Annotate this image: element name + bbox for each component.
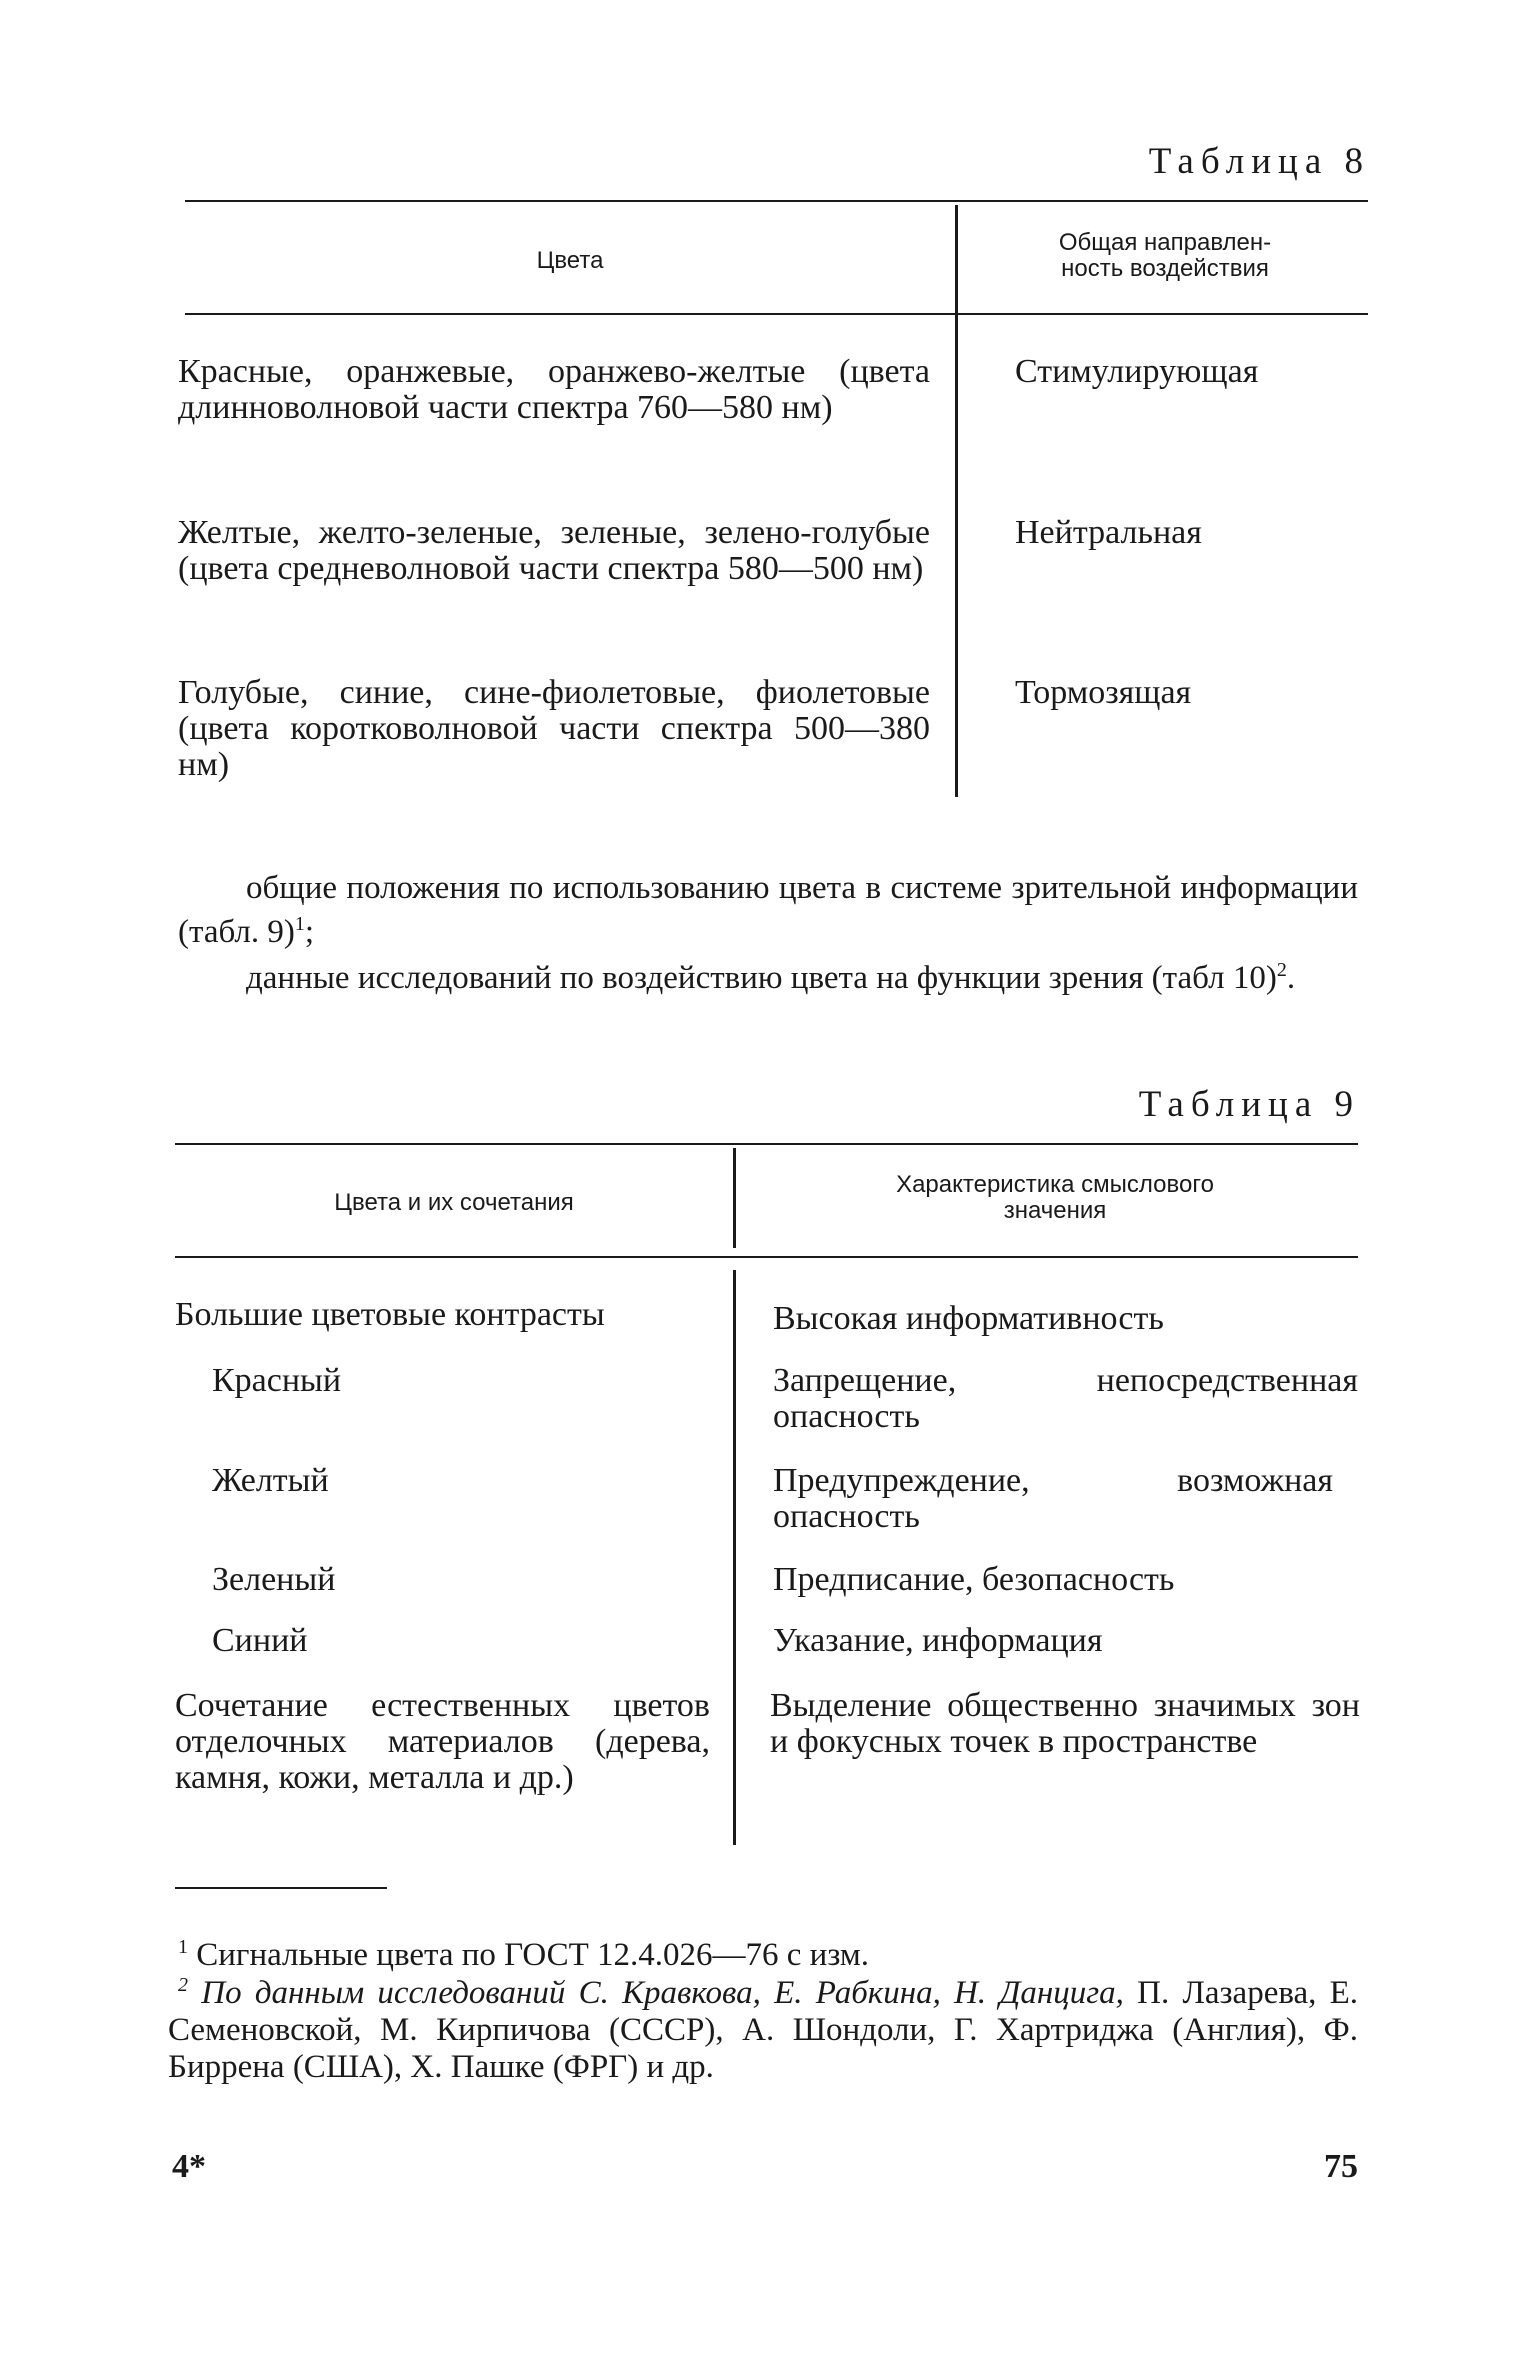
paragraph-general-provisions-text: общие положения по использованию цвета в системе зрительной информации (табл. 9) (178, 870, 1358, 950)
table9-column-divider (733, 1270, 736, 1845)
table9-header-colors: Цвета и их сочетания (334, 1189, 574, 1216)
table8-row2-colors: Желтые, желто-зеленые, зеленые, зелено-голубые (цвета средневолновой части спектра 580—500 нм) (178, 514, 930, 587)
table8-row2-effect: Нейтральная (1015, 514, 1202, 551)
table8-column-divider (955, 205, 958, 797)
paragraph-research-data-text: данные исследований по воздействию цвета на функции зрения (табл 10) (246, 960, 1277, 996)
footnote-2 (168, 1975, 1358, 2086)
footnote-1 (178, 1937, 1358, 1974)
paragraph-research-data-end: . (1286, 960, 1296, 996)
table9-row3-colors: Желтый (212, 1462, 329, 1499)
table9-caption: Таблица 9 (1138, 1084, 1360, 1125)
table9-header-meaning-line1: Характеристика смыслового (896, 1171, 1214, 1198)
table8-header-colors: Цвета (536, 247, 604, 274)
paragraph-research-data (178, 956, 1358, 1000)
footnote-separator (175, 1887, 387, 1889)
paragraph-general-provisions-end: ; (304, 914, 315, 950)
table9-row1-meaning: Высокая информативность (773, 1300, 1164, 1337)
table9-header-rule (175, 1256, 1358, 1258)
table9-top-rule (175, 1143, 1358, 1145)
footnote-1-mark: 1 (178, 1936, 188, 1958)
table8-row1-effect: Стимулирующая (1015, 353, 1259, 390)
table8-header-effect (975, 230, 1355, 282)
table8-header-rule (185, 313, 1368, 315)
page-number: 75 (1324, 2148, 1358, 2185)
table8-caption: Таблица 8 (1148, 141, 1370, 182)
table9-row2-meaning: Запрещение, непосредственная опасность (773, 1362, 1358, 1435)
table9-row5-meaning: Указание, информация (773, 1622, 1103, 1659)
table9-row6-meaning: Выделение общественно значимых зон и фокусных точек в пространстве (770, 1687, 1360, 1760)
footnote-2-text: П. Лазарева, Е. Семеновской, М. Кирпичова (СССР), А. Шондоли, Г. Хартриджа (Англия), Ф. Биррена (США), Х. Пашке (ФРГ) и др. (168, 1975, 1359, 2085)
table9-row5-colors: Синий (212, 1622, 308, 1659)
table9-row1-colors: Большие цветовые контрасты (175, 1296, 605, 1333)
table8-row3-effect: Тормозящая (1015, 674, 1192, 711)
table9-header-meaning (755, 1172, 1355, 1224)
footnote-ref-2: 2 (1276, 959, 1287, 981)
table8-top-rule (185, 200, 1368, 202)
table9-header-divider (733, 1148, 736, 1248)
footnote-2-mark: 2 (178, 1974, 188, 1996)
table8-row1-colors: Красные, оранжевые, оранжево-желтые (цвета длинноволновой части спектра 760—580 нм) (178, 353, 930, 426)
table9-row4-colors: Зеленый (212, 1561, 336, 1598)
table8-row3-colors: Голубые, синие, сине-фиолетовые, фиолетовые (цвета коротковолновой части спектра 500—380 нм) (178, 674, 930, 783)
table8-header-effect-line1: Общая направлен- (1058, 229, 1272, 256)
footnote-1-text: Сигнальные цвета по ГОСТ 12.4.026—76 с изм. (196, 1937, 870, 1973)
footnote-ref-1: 1 (294, 913, 305, 935)
footnote-2-lead: По данным исследований С. Кравкова, Е. Рабкина, Н. Данцига, (201, 1975, 1124, 2011)
table9-row6-colors: Сочетание естественных цветов отделочных материалов (дерева, камня, кожи, металла и др.) (175, 1687, 710, 1796)
table9-row3-meaning: Предупреждение, возможная опасность (773, 1462, 1333, 1535)
table9-row4-meaning: Предписание, безопасность (773, 1561, 1175, 1598)
table9-header-meaning-line2: значения (1003, 1197, 1107, 1224)
printer-signature-mark: 4* (172, 2148, 206, 2185)
table9-row2-colors: Красный (212, 1362, 342, 1399)
table8-header-effect-line2: ность воздействия (1061, 255, 1269, 282)
paragraph-general-provisions (178, 866, 1358, 954)
